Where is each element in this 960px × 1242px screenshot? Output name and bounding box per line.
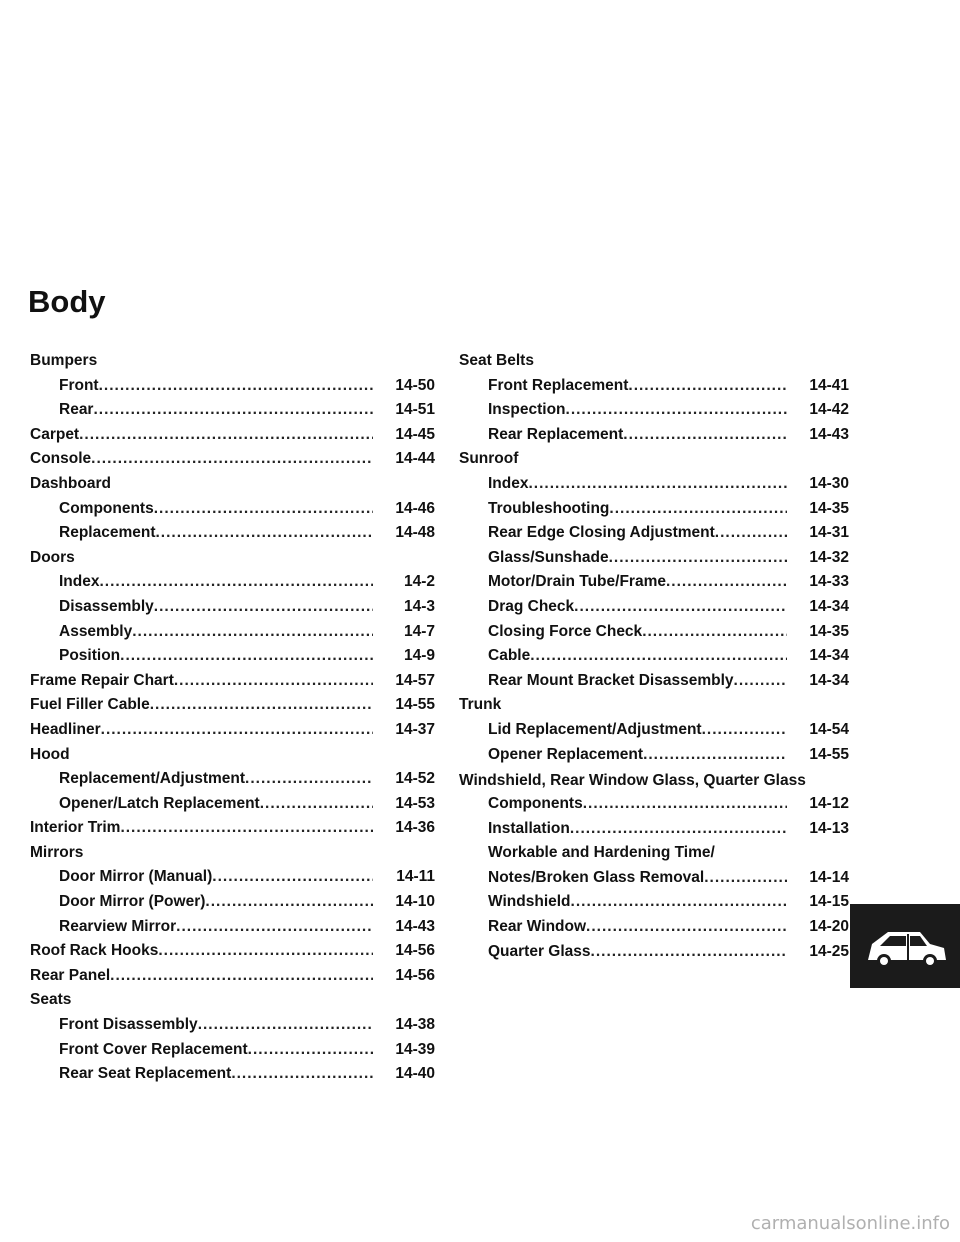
toc-label: Hood: [30, 745, 70, 763]
page-title: Body: [28, 284, 106, 319]
dot-leader: [99, 377, 373, 395]
toc-entry[interactable]: [459, 623, 849, 648]
toc-page-number: 14-7: [403, 622, 435, 640]
toc-heading: [30, 844, 435, 869]
toc-label: Position: [59, 647, 121, 665]
dot-leader: [571, 893, 787, 911]
toc-entry[interactable]: [459, 401, 849, 426]
toc-label: Components: [59, 499, 154, 517]
dot-leader: [734, 672, 787, 690]
dot-leader: [666, 573, 787, 591]
dot-leader: [570, 820, 787, 838]
toc-label: Seat Belts: [459, 352, 534, 369]
toc-heading: [30, 475, 435, 500]
dot-leader: [628, 377, 787, 395]
dot-leader: [174, 672, 373, 690]
toc-entry[interactable]: [30, 598, 435, 623]
toc-page-number: 14-2: [403, 573, 435, 591]
toc-entry[interactable]: [30, 377, 435, 402]
dot-leader: [158, 942, 373, 960]
toc-label: Closing Force Check: [488, 622, 643, 640]
toc-label: Roof Rack Hooks: [30, 942, 159, 960]
toc-page-number: 14-39: [395, 1040, 435, 1058]
toc-label: Front Cover Replacement: [59, 1040, 248, 1058]
footer-watermark: carmanualsonline.info: [750, 1213, 950, 1234]
dot-leader: [91, 450, 373, 468]
dot-leader: [642, 623, 787, 641]
toc-entry[interactable]: [30, 696, 435, 721]
section-tab[interactable]: [850, 904, 960, 988]
toc-page-number: 14-11: [396, 868, 435, 886]
toc-label: Frame Repair Chart: [30, 671, 174, 689]
dot-leader: [702, 721, 787, 739]
toc-entry[interactable]: [30, 868, 435, 893]
toc-page-number: 14-56: [395, 942, 435, 960]
toc-label: Console: [30, 450, 92, 468]
toc-label: Rear Seat Replacement: [59, 1065, 232, 1083]
toc-label: Mirrors: [30, 843, 84, 861]
toc-page-number: 14-43: [809, 425, 849, 443]
toc-page-number: 14-20: [809, 918, 849, 936]
toc-label: Drag Check: [488, 597, 575, 615]
dot-leader: [154, 598, 373, 616]
dot-leader: [260, 795, 373, 813]
toc-entry[interactable]: [459, 943, 849, 968]
toc-page-number: 14-38: [395, 1016, 435, 1034]
index-column-left: [30, 352, 435, 1090]
dot-leader: [132, 623, 373, 641]
toc-label: Sunroof: [459, 450, 519, 468]
toc-page-number: 14-36: [395, 819, 435, 837]
toc-page-number: 14-55: [395, 696, 435, 714]
index-column-right: [459, 352, 849, 967]
toc-entry[interactable]: [459, 893, 849, 918]
toc-page-number: 14-34: [809, 671, 849, 689]
toc-label: Index: [488, 474, 529, 492]
toc-page-number: 14-45: [395, 425, 435, 443]
dot-leader: [704, 869, 787, 887]
toc-heading: [459, 450, 849, 475]
toc-page-number: 14-13: [809, 819, 849, 837]
toc-label: Replacement: [59, 524, 156, 542]
toc-heading: [459, 770, 849, 795]
toc-page-number: 14-14: [809, 868, 849, 886]
toc-page-number: 14-53: [395, 794, 435, 812]
toc-entry[interactable]: [459, 598, 849, 623]
toc-label: Glass/Sunshade: [488, 548, 609, 566]
dot-leader: [245, 770, 373, 788]
toc-label: Carpet: [30, 425, 80, 443]
dot-leader: [566, 401, 787, 419]
dot-leader: [609, 500, 787, 518]
toc-label: Seats: [30, 991, 72, 1009]
toc-heading: [30, 352, 435, 377]
toc-entry[interactable]: [459, 573, 849, 598]
toc-page-number: 14-44: [395, 450, 435, 468]
toc-entry[interactable]: [30, 647, 435, 672]
toc-page-number: 14-50: [395, 376, 435, 394]
toc-page-number: 14-41: [809, 376, 849, 394]
toc-entry[interactable]: [30, 942, 435, 967]
toc-label: Troubleshooting: [488, 499, 610, 517]
dot-leader: [231, 1065, 373, 1083]
toc-entry[interactable]: [30, 623, 435, 648]
toc-label: Rear Window: [488, 918, 587, 936]
dot-leader: [93, 401, 373, 419]
toc-label: Rear: [59, 401, 94, 419]
toc-heading: [30, 549, 435, 574]
toc-label: Dashboard: [30, 474, 111, 492]
toc-label: Front: [59, 376, 99, 394]
toc-entry[interactable]: [459, 795, 849, 820]
toc-entry[interactable]: [459, 647, 849, 672]
toc-page-number: 14-51: [395, 401, 435, 419]
dot-leader: [212, 868, 373, 886]
toc-entry[interactable]: [459, 918, 849, 943]
dot-leader: [623, 426, 787, 444]
toc-label: Fuel Filler Cable: [30, 696, 150, 714]
dot-leader: [150, 696, 373, 714]
toc-entry[interactable]: [30, 500, 435, 525]
dot-leader: [530, 647, 787, 665]
toc-page-number: 14-34: [809, 597, 849, 615]
toc-label: Bumpers: [30, 352, 98, 369]
toc-page-number: 14-31: [809, 524, 849, 542]
toc-entry[interactable]: [459, 869, 849, 894]
toc-page-number: 14-35: [809, 499, 849, 517]
toc-entry[interactable]: [30, 795, 435, 820]
toc-label: Replacement/Adjustment: [59, 770, 246, 788]
dot-leader: [528, 475, 787, 493]
car-body-icon: [862, 924, 950, 970]
toc-label: Notes/Broken Glass Removal: [488, 868, 705, 886]
toc-page-number: 14-15: [809, 893, 849, 911]
dot-leader: [120, 647, 373, 665]
toc-page-number: 14-57: [395, 671, 435, 689]
toc-page-number: 14-25: [809, 942, 849, 960]
toc-entry[interactable]: [30, 401, 435, 426]
toc-entry[interactable]: [30, 893, 435, 918]
dot-leader: [198, 1016, 373, 1034]
toc-entry[interactable]: [459, 721, 849, 746]
toc-label: Rear Panel: [30, 966, 111, 984]
toc-entry[interactable]: [30, 1065, 435, 1090]
toc-entry[interactable]: [459, 475, 849, 500]
toc-label: Door Mirror (Power): [59, 893, 206, 911]
dot-leader: [574, 598, 787, 616]
dot-leader: [609, 549, 787, 567]
toc-entry[interactable]: [30, 573, 435, 598]
toc-entry[interactable]: [30, 450, 435, 475]
toc-entry[interactable]: [459, 500, 849, 525]
dot-leader: [120, 819, 373, 837]
toc-page-number: 14-9: [403, 647, 435, 665]
toc-page-number: 14-48: [395, 524, 435, 542]
toc-label: Index: [59, 573, 100, 591]
toc-label: Rear Edge Closing Adjustment: [488, 524, 715, 542]
toc-label: Installation: [488, 819, 570, 837]
dot-leader: [586, 918, 787, 936]
toc-page-number: 14-56: [395, 966, 435, 984]
toc-label: Assembly: [59, 622, 133, 640]
toc-entry[interactable]: [459, 549, 849, 574]
toc-page-number: 14-34: [809, 647, 849, 665]
dot-leader: [715, 524, 787, 542]
toc-heading: [459, 696, 849, 721]
toc-label: Front Disassembly: [59, 1016, 198, 1034]
toc-entry[interactable]: [30, 918, 435, 943]
toc-label: Opener Replacement: [488, 745, 644, 763]
toc-label: Rearview Mirror: [59, 917, 177, 935]
toc-page-number: 14-35: [809, 622, 849, 640]
toc-page-number: 14-37: [395, 720, 435, 738]
toc-label: Cable: [488, 647, 531, 665]
toc-page-number: 14-54: [809, 720, 849, 738]
toc-label: Opener/Latch Replacement: [59, 794, 260, 812]
toc-page-number: 14-12: [809, 795, 849, 813]
toc-entry[interactable]: [459, 746, 849, 771]
toc-label: Components: [488, 795, 583, 813]
dot-leader: [591, 943, 787, 961]
toc-page-number: 14-30: [809, 474, 849, 492]
toc-entry[interactable]: [459, 820, 849, 845]
toc-heading: [459, 844, 849, 869]
toc-page-number: 14-52: [395, 770, 435, 788]
toc-page-number: 14-46: [395, 499, 435, 517]
toc-page-number: 14-40: [395, 1065, 435, 1083]
toc-page-number: 14-55: [809, 745, 849, 763]
dot-leader: [99, 573, 373, 591]
dot-leader: [154, 500, 373, 518]
toc-label: Front Replacement: [488, 376, 629, 394]
toc-label: Quarter Glass: [488, 942, 591, 960]
toc-entry[interactable]: [30, 1041, 435, 1066]
dot-leader: [79, 426, 373, 444]
toc-page-number: 14-10: [395, 893, 435, 911]
toc-entry[interactable]: [30, 426, 435, 451]
toc-label: Windshield: [488, 893, 571, 911]
toc-page-number: 14-43: [395, 917, 435, 935]
toc-label: Interior Trim: [30, 819, 121, 837]
dot-leader: [643, 746, 787, 764]
toc-entry[interactable]: [30, 1016, 435, 1041]
toc-label: Disassembly: [59, 597, 154, 615]
dot-leader: [155, 524, 373, 542]
toc-entry[interactable]: [459, 524, 849, 549]
toc-entry[interactable]: [30, 672, 435, 697]
toc-entry[interactable]: [30, 770, 435, 795]
toc-label: Door Mirror (Manual): [59, 868, 213, 886]
toc-heading: [459, 352, 849, 377]
toc-label: Doors: [30, 548, 75, 566]
toc-heading: [30, 991, 435, 1016]
toc-label: Trunk: [459, 696, 502, 714]
toc-label: Windshield, Rear Window Glass, Quarter Glass: [459, 772, 806, 790]
dot-leader: [176, 918, 373, 936]
toc-page-number: 14-42: [809, 401, 849, 419]
toc-entry[interactable]: [459, 377, 849, 402]
dot-leader: [583, 795, 787, 813]
toc-label: Headliner: [30, 720, 101, 738]
toc-label: Rear Replacement: [488, 425, 624, 443]
dot-leader: [101, 721, 373, 739]
toc-label: Motor/Drain Tube/Frame: [488, 573, 666, 591]
toc-page-number: 14-33: [809, 573, 849, 591]
dot-leader: [110, 967, 373, 985]
toc-heading: [30, 746, 435, 771]
toc-page-number: 14-3: [403, 597, 435, 615]
toc-entry[interactable]: [30, 721, 435, 746]
toc-entry[interactable]: [30, 524, 435, 549]
dot-leader: [205, 893, 373, 911]
dot-leader: [248, 1041, 373, 1059]
toc-label: Rear Mount Bracket Disassembly: [488, 671, 734, 689]
toc-page-number: 14-32: [809, 548, 849, 566]
toc-entry[interactable]: [30, 819, 435, 844]
toc-label: Workable and Hardening Time/: [488, 844, 715, 862]
toc-label: Lid Replacement/Adjustment: [488, 720, 702, 738]
toc-entry[interactable]: [459, 672, 849, 697]
toc-entry[interactable]: [459, 426, 849, 451]
toc-label: Inspection: [488, 401, 566, 419]
toc-entry[interactable]: [30, 967, 435, 992]
